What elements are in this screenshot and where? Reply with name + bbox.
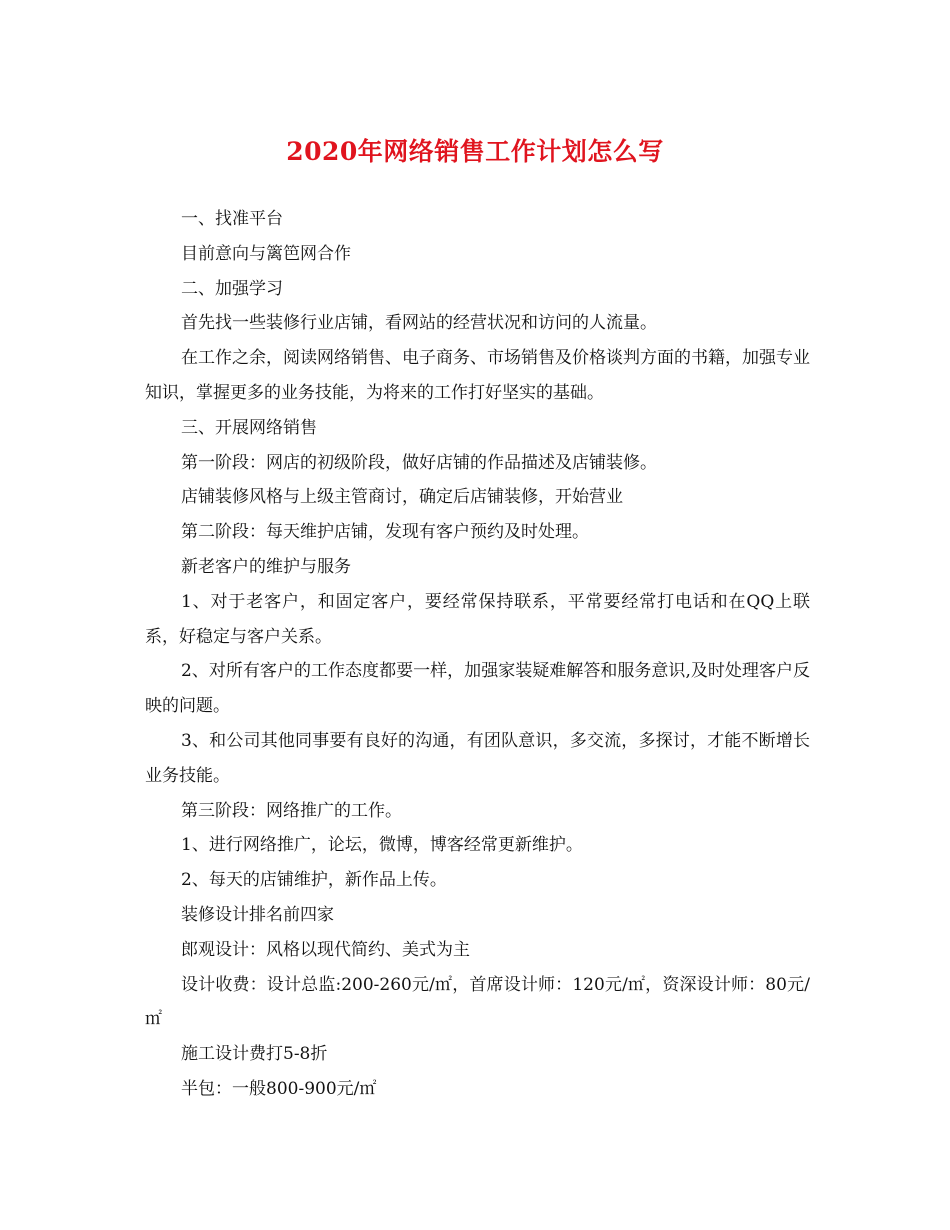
paragraph: 第一阶段：网店的初级阶段，做好店铺的作品描述及店铺装修。 bbox=[181, 452, 657, 473]
paragraph: 3、和公司其他同事要有良好的沟通，有团队意识，多交流，多探讨，才能不断增长业务技能。 bbox=[145, 730, 810, 786]
paragraph: 1、进行网络推广，论坛，微博，博客经常更新维护。 bbox=[181, 835, 583, 856]
paragraph: 设计收费：设计总监:200-260元/㎡，首席设计师：120元/㎡，资深设计师：80元/㎡ bbox=[145, 974, 810, 1030]
document-body bbox=[145, 202, 810, 1107]
paragraph: 第二阶段：每天维护店铺，发现有客户预约及时处理。 bbox=[181, 522, 589, 543]
paragraph: 一、找准平台 bbox=[181, 209, 283, 229]
paragraph: 店铺装修风格与上级主管商讨，确定后店铺装修，开始营业 bbox=[181, 487, 623, 508]
paragraph: 第三阶段：网络推广的工作。 bbox=[181, 800, 402, 821]
paragraph: 装修设计排名前四家 bbox=[181, 904, 334, 925]
paragraph: 2、每天的店铺维护，新作品上传。 bbox=[181, 870, 447, 891]
paragraph: 新老客户的维护与服务 bbox=[181, 556, 351, 577]
paragraph: 郎观设计：风格以现代简约、美式为主 bbox=[181, 939, 470, 960]
paragraph: 三、开展网络销售 bbox=[181, 417, 317, 438]
paragraph: 2、对所有客户的工作态度都要一样，加强家装疑难解答和服务意识,及时处理客户反映的问题。 bbox=[145, 661, 810, 717]
paragraph: 半包：一般800-900元/㎡ bbox=[181, 1078, 377, 1099]
paragraph: 在工作之余，阅读网络销售、电子商务、市场销售及价格谈判方面的书籍，加强专业知识，掌握更多的业务技能，为将来的工作打好坚实的基础。 bbox=[145, 348, 810, 403]
document-title: 2020年网络销售工作计划怎么写 bbox=[286, 137, 664, 166]
paragraph: 二、加强学习 bbox=[181, 278, 283, 299]
paragraph: 首先找一些装修行业店铺，看网站的经营状况和访问的人流量。 bbox=[181, 313, 657, 334]
paragraph: 目前意向与篱笆网合作 bbox=[181, 243, 351, 264]
paragraph: 1、对于老客户，和固定客户，要经常保持联系，平常要经常打电话和在QQ上联系，好稳定与客户关系。 bbox=[145, 591, 810, 647]
paragraph: 施工设计费打5-8折 bbox=[181, 1044, 328, 1065]
